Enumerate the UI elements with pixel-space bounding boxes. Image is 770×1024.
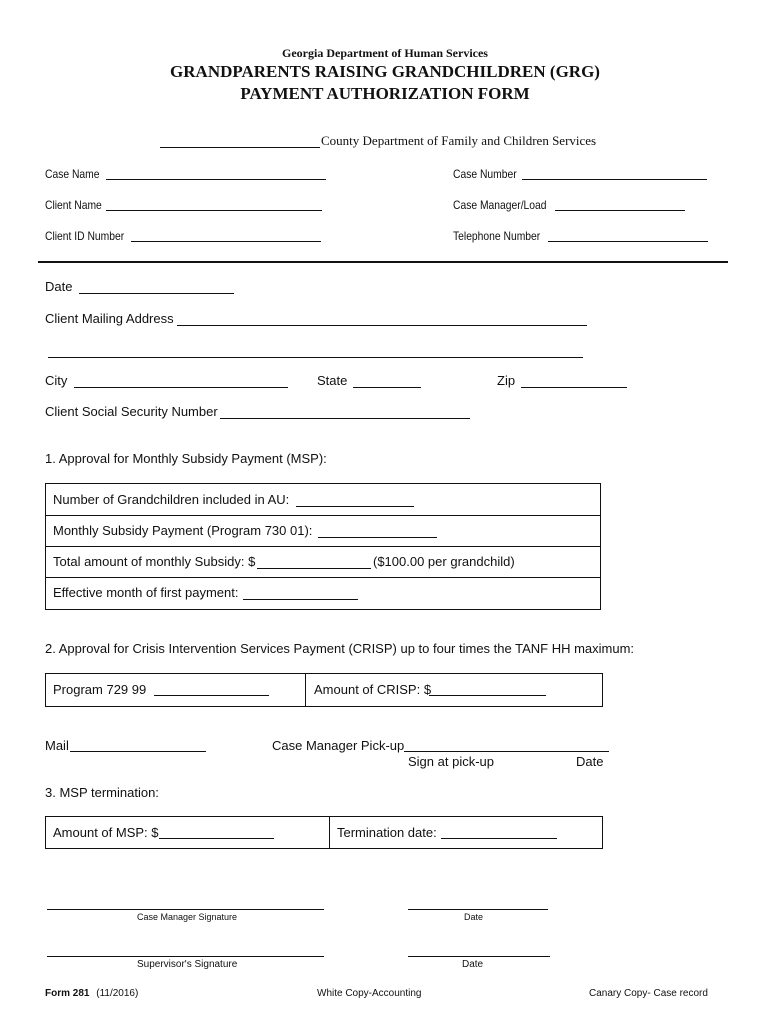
termination-date-label: Termination date: bbox=[337, 825, 437, 840]
case-name-field[interactable] bbox=[106, 179, 326, 180]
date-field[interactable] bbox=[79, 293, 234, 294]
mailing-address-line2-field[interactable] bbox=[48, 357, 583, 358]
crisp-table bbox=[45, 673, 603, 707]
crisp-amount-label: Amount of CRISP: $ bbox=[314, 682, 432, 697]
city-field[interactable] bbox=[74, 387, 288, 388]
case-manager-date-label: Date bbox=[464, 912, 484, 922]
form-title-line1: GRANDPARENTS RAISING GRANDCHILDREN (GRG) bbox=[170, 62, 600, 81]
telephone-label: Telephone Number bbox=[453, 229, 541, 243]
termination-date-field[interactable] bbox=[441, 838, 557, 839]
case-number-label: Case Number bbox=[453, 167, 517, 181]
supervisor-signature-field[interactable] bbox=[47, 956, 324, 957]
county-label: County Department of Family and Children Services bbox=[321, 133, 597, 148]
mail-label: Mail bbox=[45, 738, 69, 753]
case-name-label: Case Name bbox=[45, 167, 100, 181]
case-number-field[interactable] bbox=[522, 179, 707, 180]
supervisor-date-field[interactable] bbox=[408, 956, 550, 957]
pickup-field[interactable] bbox=[404, 751, 609, 752]
case-manager-date-field[interactable] bbox=[408, 909, 548, 910]
grandchildren-count-field[interactable] bbox=[296, 506, 414, 507]
total-subsidy-field[interactable] bbox=[257, 568, 371, 569]
city-label: City bbox=[45, 373, 68, 388]
msp-row-total bbox=[46, 546, 600, 578]
pickup-label: Case Manager Pick-up bbox=[272, 738, 405, 753]
subsidy-payment-label: Monthly Subsidy Payment (Program 730 01): bbox=[53, 523, 313, 538]
section-divider bbox=[38, 261, 728, 263]
crisp-divider bbox=[305, 674, 306, 706]
client-name-field[interactable] bbox=[106, 210, 322, 211]
ssn-label: Client Social Security Number bbox=[45, 404, 218, 419]
ssn-field[interactable] bbox=[220, 418, 470, 419]
date-label: Date bbox=[45, 279, 73, 294]
pickup-date-label: Date bbox=[576, 754, 604, 769]
case-manager-signature-field[interactable] bbox=[47, 909, 324, 910]
subsidy-payment-field[interactable] bbox=[318, 537, 437, 538]
form-revision: (11/2016) bbox=[96, 988, 139, 999]
white-copy-label: White Copy-Accounting bbox=[317, 988, 422, 999]
msp-heading: 1. Approval for Monthly Subsidy Payment (MSP): bbox=[45, 451, 327, 466]
msp-table bbox=[45, 483, 601, 610]
case-manager-load-label: Case Manager/Load bbox=[453, 198, 547, 212]
supervisor-signature-label: Supervisor's Signature bbox=[137, 959, 238, 970]
msp-row-grandchildren bbox=[46, 484, 600, 516]
msp-row-subsidy-payment bbox=[46, 515, 600, 547]
sign-at-pickup-label: Sign at pick-up bbox=[408, 754, 494, 769]
form-number: Form 281 bbox=[45, 988, 90, 999]
grandchildren-count-label: Number of Grandchildren included in AU: bbox=[53, 492, 290, 507]
telephone-field[interactable] bbox=[548, 241, 708, 242]
case-manager-signature-label: Case Manager Signature bbox=[137, 912, 238, 922]
per-grandchild-note: ($100.00 per grandchild) bbox=[373, 554, 515, 569]
termination-table bbox=[45, 816, 603, 849]
state-field[interactable] bbox=[353, 387, 421, 388]
client-id-field[interactable] bbox=[131, 241, 321, 242]
msp-amount-field[interactable] bbox=[159, 838, 274, 839]
mail-field[interactable] bbox=[70, 751, 206, 752]
total-subsidy-label: Total amount of monthly Subsidy: $ bbox=[53, 554, 256, 569]
client-id-label: Client ID Number bbox=[45, 229, 125, 243]
supervisor-date-label: Date bbox=[462, 959, 484, 970]
effective-month-field[interactable] bbox=[243, 599, 358, 600]
msp-amount-label: Amount of MSP: $ bbox=[53, 825, 159, 840]
termination-divider bbox=[329, 817, 330, 848]
mailing-address-label: Client Mailing Address bbox=[45, 311, 174, 326]
client-name-label: Client Name bbox=[45, 198, 102, 212]
program-label: Program 729 99 bbox=[53, 682, 147, 697]
zip-label: Zip bbox=[497, 373, 516, 388]
agency-name: Georgia Department of Human Services bbox=[282, 46, 488, 60]
termination-heading: 3. MSP termination: bbox=[45, 785, 159, 800]
footer-form-info bbox=[45, 988, 138, 999]
mailing-address-field[interactable] bbox=[177, 325, 587, 326]
effective-month-label: Effective month of first payment: bbox=[53, 585, 239, 600]
crisp-heading: 2. Approval for Crisis Intervention Services Payment (CRISP) up to four times the TANF HH maximum: bbox=[45, 641, 635, 656]
form-title-line2: PAYMENT AUTHORIZATION FORM bbox=[240, 84, 530, 103]
case-manager-load-field[interactable] bbox=[555, 210, 685, 211]
crisp-amount-field[interactable] bbox=[429, 695, 546, 696]
program-field[interactable] bbox=[154, 695, 269, 696]
zip-field[interactable] bbox=[521, 387, 627, 388]
canary-copy-label: Canary Copy- Case record bbox=[589, 988, 708, 999]
county-field-line[interactable] bbox=[160, 147, 320, 148]
state-label: State bbox=[317, 373, 348, 388]
